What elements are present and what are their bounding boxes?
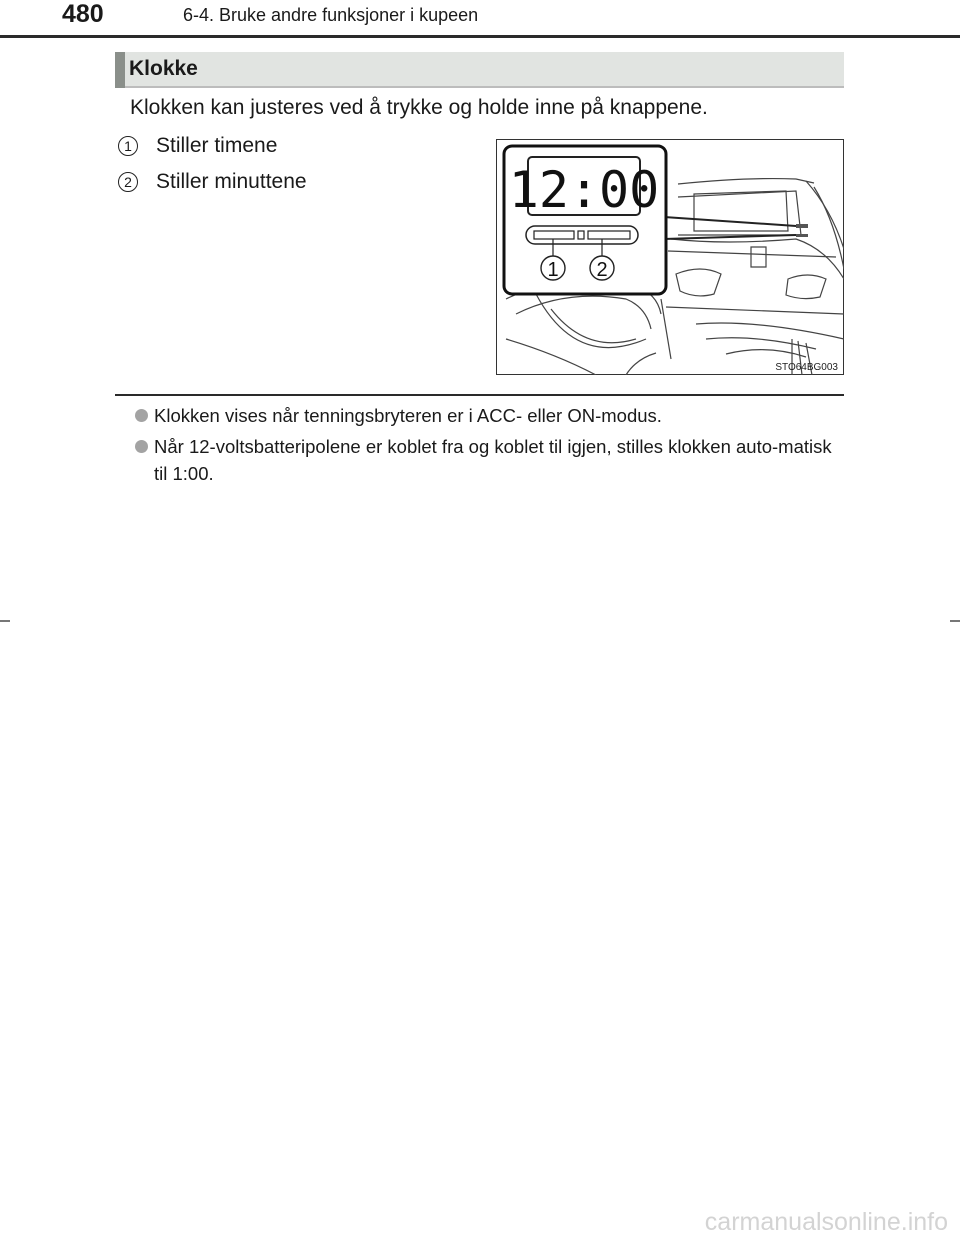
- crop-mark-right: [950, 620, 960, 622]
- figure-callout-2: 2: [596, 259, 608, 281]
- section-divider: [115, 394, 844, 396]
- page-number: 480: [62, 0, 104, 28]
- section-heading-bar: [115, 52, 844, 88]
- watermark: carmanualsonline.info: [704, 1208, 948, 1236]
- callout-label-minutes: Stiller minuttene: [156, 170, 307, 193]
- callout-label-hours: Stiller timene: [156, 134, 278, 157]
- section-title: Klokke: [129, 57, 198, 80]
- note-item: [135, 433, 847, 487]
- bullet-icon: [135, 409, 148, 422]
- running-title: 6-4. Bruke andre funksjoner i kupeen: [183, 5, 479, 25]
- note-item: [135, 402, 847, 429]
- callout-number-2: 2: [118, 172, 138, 192]
- clock-illustration: [496, 139, 844, 375]
- note-text: Klokken vises når tenningsbryteren er i ACC- eller ON-modus.: [154, 405, 662, 426]
- callout-number-1: 1: [118, 136, 138, 156]
- note-text: Når 12-voltsbatteripolene er koblet fra og koblet til igjen, stilles klokken auto-matisk til 1:00.: [154, 436, 832, 484]
- bullet-icon: [135, 440, 148, 453]
- intro-text: Klokken kan justeres ved å trykke og holde inne på knappene.: [130, 96, 708, 119]
- clock-display-text: 12:00: [508, 161, 660, 219]
- header-rule: [0, 35, 960, 38]
- section-heading-tab: [115, 52, 125, 88]
- figure-code: STO64BG003: [775, 362, 838, 373]
- callout-minutes: [118, 170, 307, 194]
- callout-hours: [118, 134, 277, 158]
- crop-mark-left: [0, 620, 10, 622]
- figure-callout-1: 1: [547, 259, 559, 281]
